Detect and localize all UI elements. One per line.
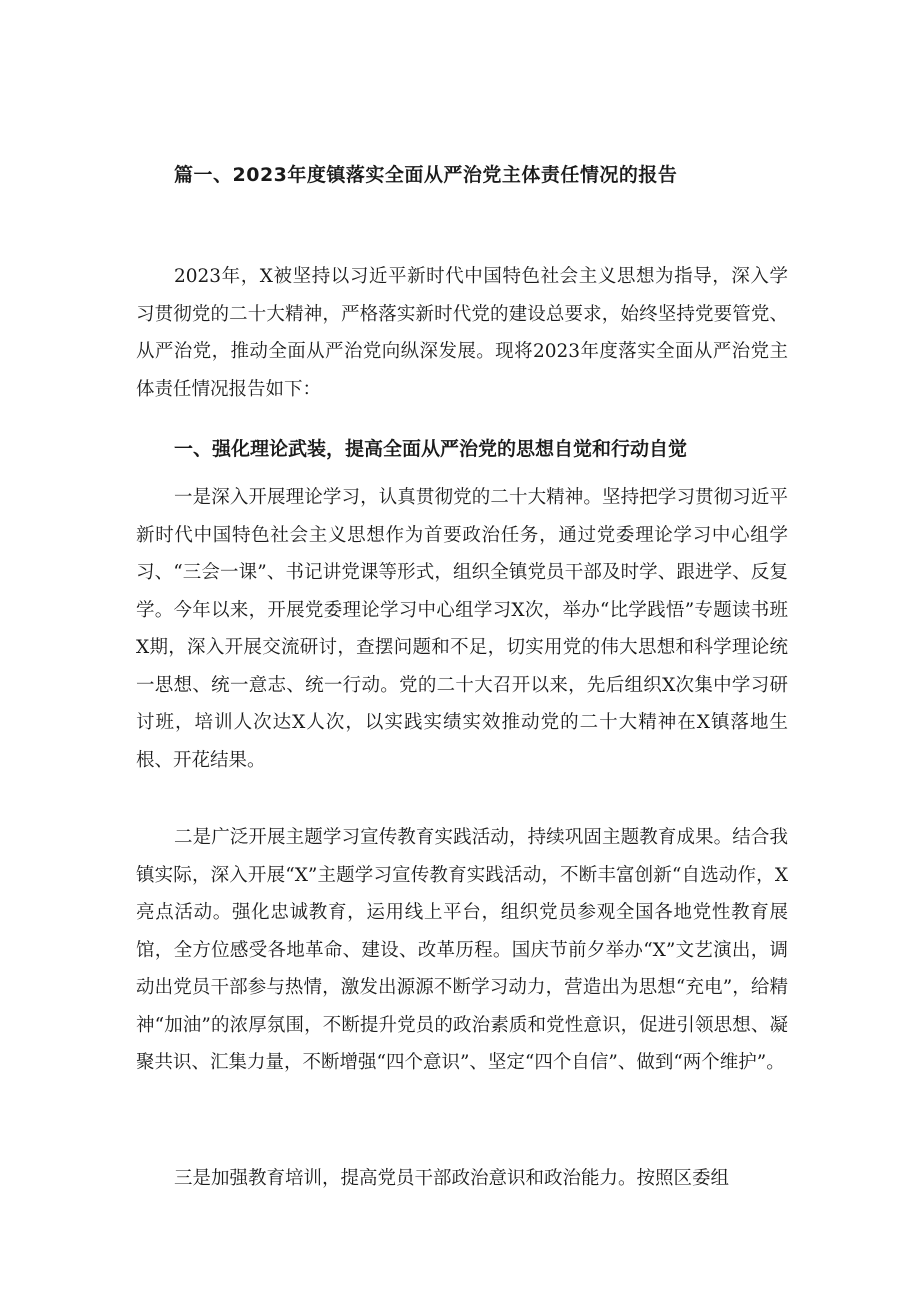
section-heading-1: 一、强化理论武装，提高全面从严治党的思想自觉和行动自觉 — [174, 438, 688, 460]
intro-paragraph: 2023年，X被坚持以习近平新时代中国特色社会主义思想为指导，深入学习贯彻党的二十大精神，严格落实新时代党的建设总要求，始终坚持党要管党、从严治党，推动全面从严治党向纵深发展。现将2023年度落实全面从严治党主体责任情况报告如下： — [136, 266, 788, 400]
paragraph-2: 二是广泛开展主题学习宣传教育实践活动，持续巩固主题教育成果。结合我镇实际，深入开展“X”主题学习宣传教育实践活动，不断丰富创新“自选动作，X亮点活动。强化忠诚教育，运用线上平台，组织党员参观全国各地党性教育展馆，全方位感受各地革命、建设、改革历程。国庆节前夕举办“X”文艺演出，调动出党员干部参与热情，激发出源源不断学习动力，营造出为思想“充电”，给精神“加油”的浓厚氛围，不断提升党员的政治素质和党性意识，促进引领思想、凝聚共识、汇集力量，不断增强“四个意识”、坚定“四个自信”、做到“两个维护”。 — [136, 827, 788, 1073]
paragraph-3: 三是加强教育培训，提高党员干部政治意识和政治能力。按照区委组 — [174, 1168, 730, 1189]
document-title: 篇一、2023年度镇落实全面从严治党主体责任情况的报告 — [174, 164, 678, 186]
paragraph-1: 一是深入开展理论学习，认真贯彻党的二十大精神。坚持把学习贯彻习近平新时代中国特色社会主义思想作为首要政治任务，通过党委理论学习中心组学习、“三会一课”、书记讲党课等形式，组织全镇党员干部及时学、跟进学、反复学。今年以来，开展党委理论学习中心组学习X次，举办“比学践悟”专题读书班X期，深入开展交流研讨，查摆问题和不足，切实用党的伟大思想和科学理论统一思想、统一意志、统一行动。党的二十大召开以来，先后组织X次集中学习研讨班，培训人次达X人次，以实践实绩实效推动党的二十大精神在X镇落地生根、开花结果。 — [136, 487, 788, 771]
